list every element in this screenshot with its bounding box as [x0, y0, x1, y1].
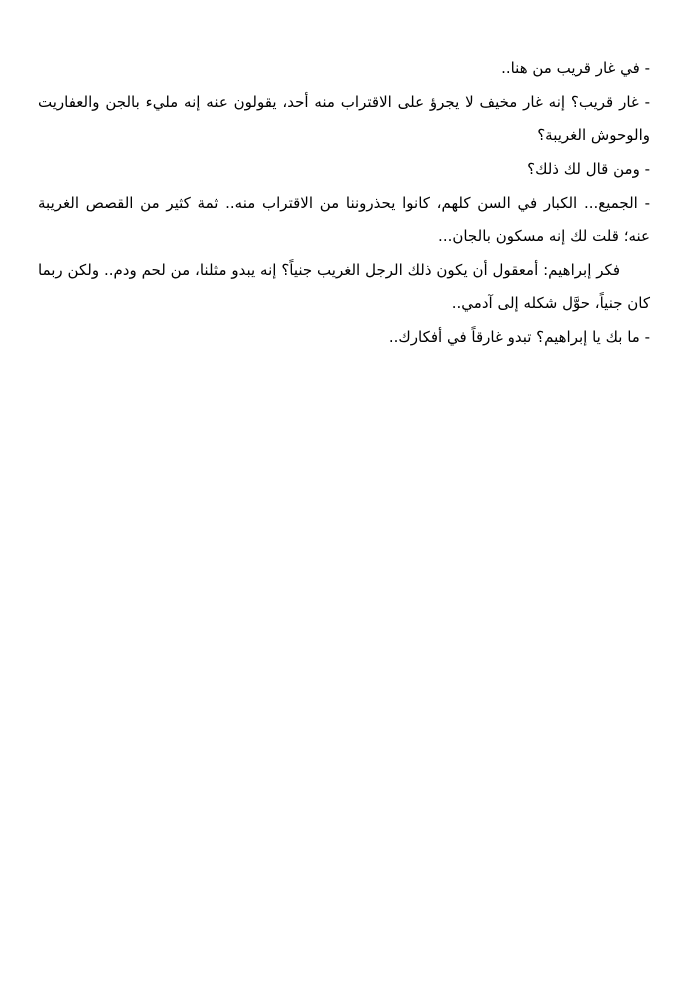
dialogue-line-2: - غار قريب؟ إنه غار مخيف لا يجرؤ على الاقتراب منه أحد، يقولون عنه إنه مليء بالجن والعفاريت والوحوش الغريبة؟ [38, 93, 650, 144]
story-text [38, 52, 650, 355]
dialogue-line-3: - ومن قال لك ذلك؟ [527, 160, 650, 178]
dialogue-line-4: - الجميع... الكبار في السن كلهم، كانوا يحذروننا من الاقتراب منه.. ثمة كثير من القصص الغريبة عنه؛ قلت لك إنه مسكون بالجان... [38, 194, 650, 245]
dialogue-line-1: - في غار قريب من هنا.. [501, 59, 650, 77]
dialogue-line-5: - ما بك يا إبراهيم؟ تبدو غارقاً في أفكارك.. [388, 328, 650, 346]
narrative-paragraph: فكر إبراهيم: أمعقول أن يكون ذلك الرجل الغريب جنياً؟ إنه يبدو مثلنا، من لحم ودم.. ولكن ربما كان جنياً، حوَّل شكله إلى آدمي.. [38, 261, 650, 312]
